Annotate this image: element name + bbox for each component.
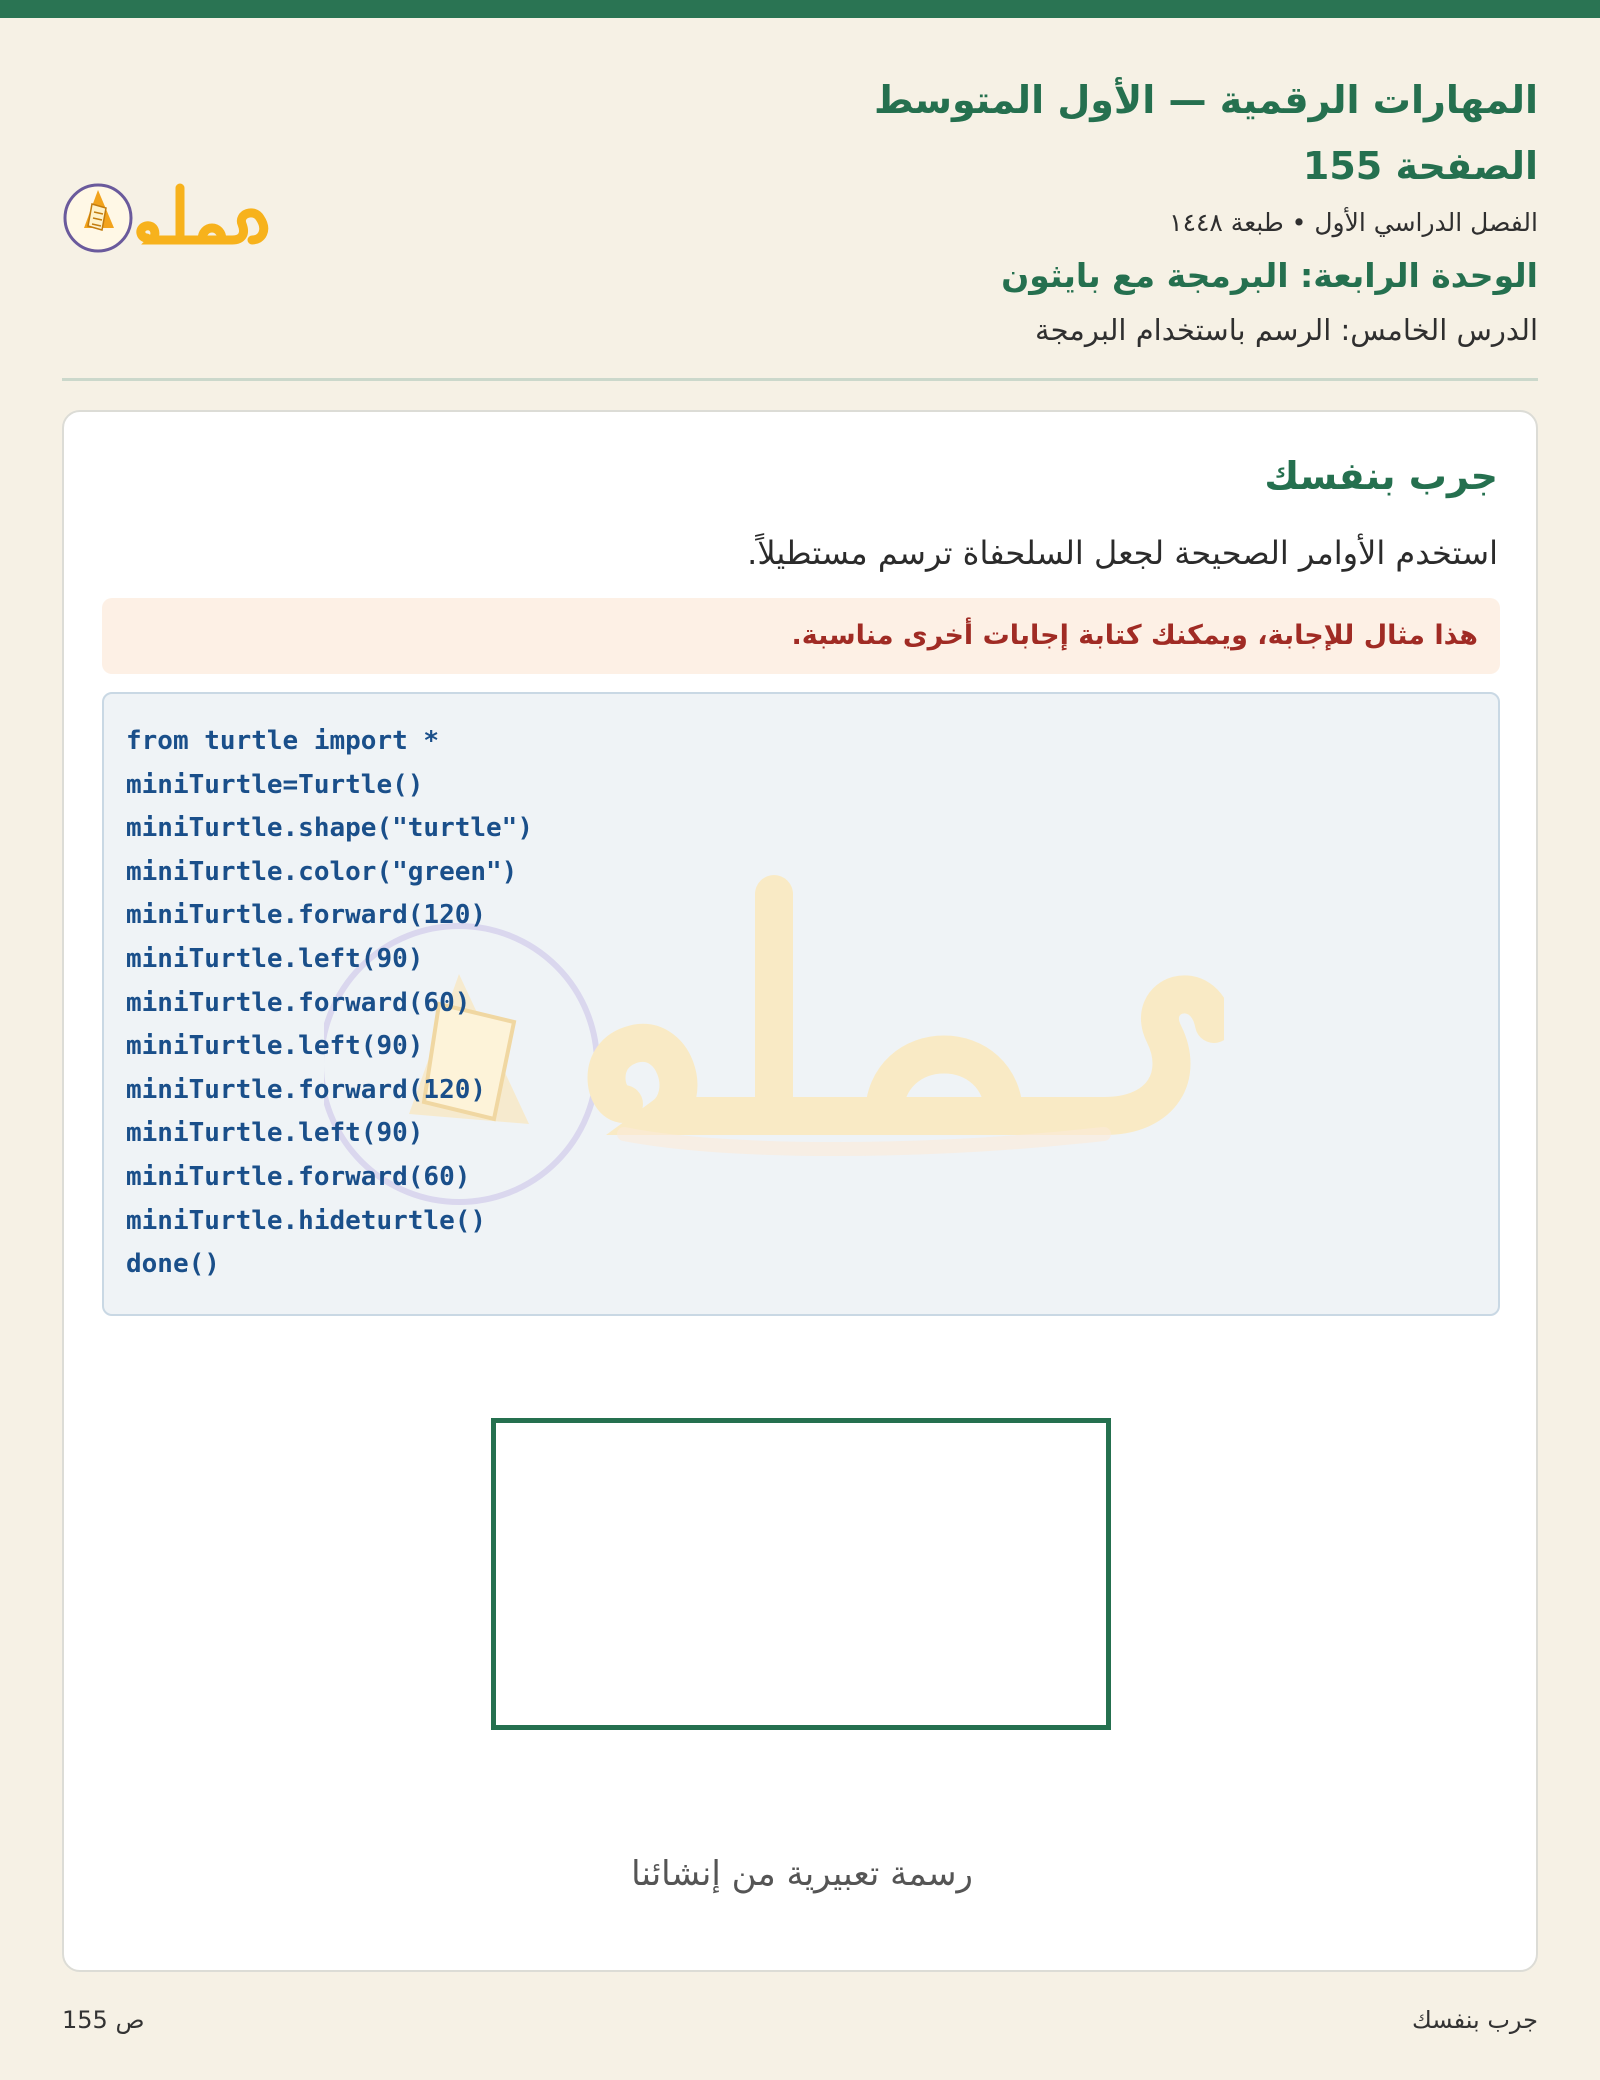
code-line: miniTurtle.forward(120) <box>126 900 487 931</box>
page-number: الصفحة 155 <box>1302 144 1538 188</box>
code-block <box>102 692 1500 1316</box>
code-line: miniTurtle.shape("turtle") <box>126 813 533 844</box>
code-lines <box>126 720 1476 1287</box>
code-line: done() <box>126 1249 220 1280</box>
code-line: miniTurtle.left(90) <box>126 1118 424 1149</box>
answer-note-text: هذا مثال للإجابة، ويمكنك كتابة إجابات أخرى مناسبة. <box>791 620 1478 651</box>
header-text-block <box>638 74 1538 350</box>
figure-caption: رسمة تعبيرية من إنشائنا <box>631 1854 973 1894</box>
footer-section-label: جرب بنفسك <box>1412 2006 1538 2034</box>
book-title: المهارات الرقمية — الأول المتوسط <box>873 78 1538 122</box>
unit-title: الوحدة الرابعة: البرمجة مع بايثون <box>1001 256 1538 295</box>
code-line: from turtle import * <box>126 726 440 756</box>
hloul-logo <box>62 168 292 268</box>
page-header <box>62 18 1538 380</box>
turtle-rectangle-drawing <box>491 1418 1111 1730</box>
edition-info: الفصل الدراسي الأول • طبعة ١٤٤٨ <box>1169 208 1538 237</box>
header-divider <box>62 378 1538 381</box>
code-line: miniTurtle.hideturtle() <box>126 1205 487 1236</box>
code-line: miniTurtle.forward(60) <box>126 1161 471 1192</box>
code-line: miniTurtle.forward(60) <box>126 987 471 1018</box>
footer-page-label: ص 155 <box>62 2006 145 2034</box>
code-line: miniTurtle.left(90) <box>126 943 424 974</box>
lesson-title: الدرس الخامس: الرسم باستخدام البرمجة <box>1035 313 1538 347</box>
top-accent-bar <box>0 0 1600 18</box>
answer-note-box <box>102 598 1500 674</box>
code-line: miniTurtle.color("green") <box>126 856 518 887</box>
code-line: miniTurtle=Turtle() <box>126 769 424 800</box>
code-line: miniTurtle.left(90) <box>126 1031 424 1062</box>
exercise-card <box>62 410 1538 1972</box>
section-heading: جرب بنفسك <box>1264 454 1498 498</box>
code-line: miniTurtle.forward(120) <box>126 1074 487 1105</box>
exercise-instruction: استخدم الأوامر الصحيحة لجعل السلحفاة ترسم مستطيلاً. <box>747 534 1498 572</box>
